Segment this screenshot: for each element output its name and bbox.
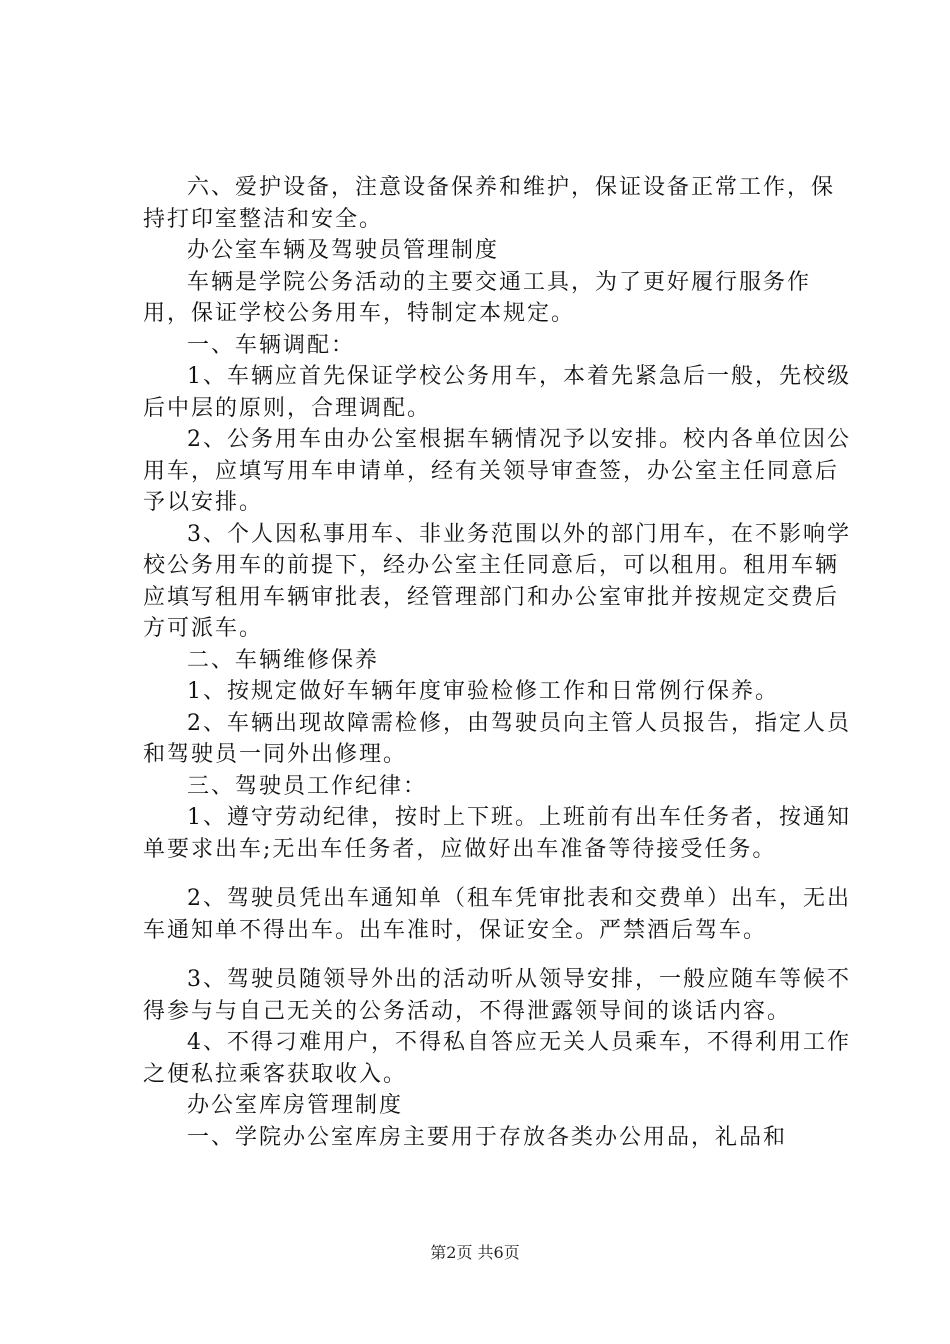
paragraph-dispatch-3: 3、个人因私事用车、非业务范围以外的部门用车，在不影响学校公务用车的前提下，经办公室主任同意后，可以租用。租用车辆应填写租用车辆审批表，经管理部门和办公室审批并按规定交费后方可派车。 — [143, 521, 851, 641]
paragraph-dispatch-1: 1、车辆应首先保证学校公务用车，本着先紧急后一般，先校级后中层的原则，合理调配。 — [143, 364, 851, 421]
section-title-vehicle-management: 办公室车辆及驾驶员管理制度 — [187, 238, 500, 263]
paragraph-equipment-care: 六、爱护设备，注意设备保养和维护，保证设备正常工作，保持打印室整洁和安全。 — [143, 175, 836, 232]
paragraph-maintenance-1: 1、按规定做好车辆年度审验检修工作和日常例行保养。 — [187, 679, 779, 704]
page-footer: 第2页 共6页 — [430, 1243, 520, 1262]
paragraph-dispatch-2: 2、公务用车由办公室根据车辆情况予以安排。校内各单位因公用车，应填写用车申请单，经有关领导审查签，办公室主任同意后予以安排。 — [143, 427, 851, 515]
heading-vehicle-maintenance: 二、车辆维修保养 — [187, 647, 380, 673]
heading-vehicle-dispatch: 一、车辆调配： — [187, 332, 356, 358]
paragraph-storage-1: 一、学院办公室库房主要用于存放各类办公用品，礼品和 — [187, 1124, 788, 1150]
paragraph-vehicle-intro: 车辆是学院公务活动的主要交通工具，为了更好履行服务作用，保证学校公务用车，特制定本规定。 — [143, 269, 812, 326]
paragraph-discipline-4: 4、不得刁难用户，不得私自答应无关人员乘车，不得利用工作之便私拉乘客获取收入。 — [143, 1030, 851, 1087]
document-body — [143, 172, 853, 1153]
heading-driver-discipline: 三、驾驶员工作纪律： — [187, 773, 428, 799]
paragraph-discipline-3: 3、驾驶员随领导外出的活动听从领导安排，一般应随车等候不得参与与自己无关的公务活动，不得泄露领导间的谈话内容。 — [143, 967, 851, 1024]
section-title-storage-management: 办公室库房管理制度 — [187, 1093, 404, 1118]
paragraph-maintenance-2: 2、车辆出现故障需检修，由驾驶员向主管人员报告，指定人员和驾驶员一同外出修理。 — [143, 710, 851, 767]
paragraph-discipline-2: 2、驾驶员凭出车通知单（租车凭审批表和交费单）出车，无出车通知单不得出车。出车准时，保证安全。严禁酒后驾车。 — [143, 886, 851, 943]
paragraph-discipline-1: 1、遵守劳动纪律，按时上下班。上班前有出车任务者，按通知单要求出车;无出车任务者，应做好出车准备等待接受任务。 — [143, 805, 851, 862]
